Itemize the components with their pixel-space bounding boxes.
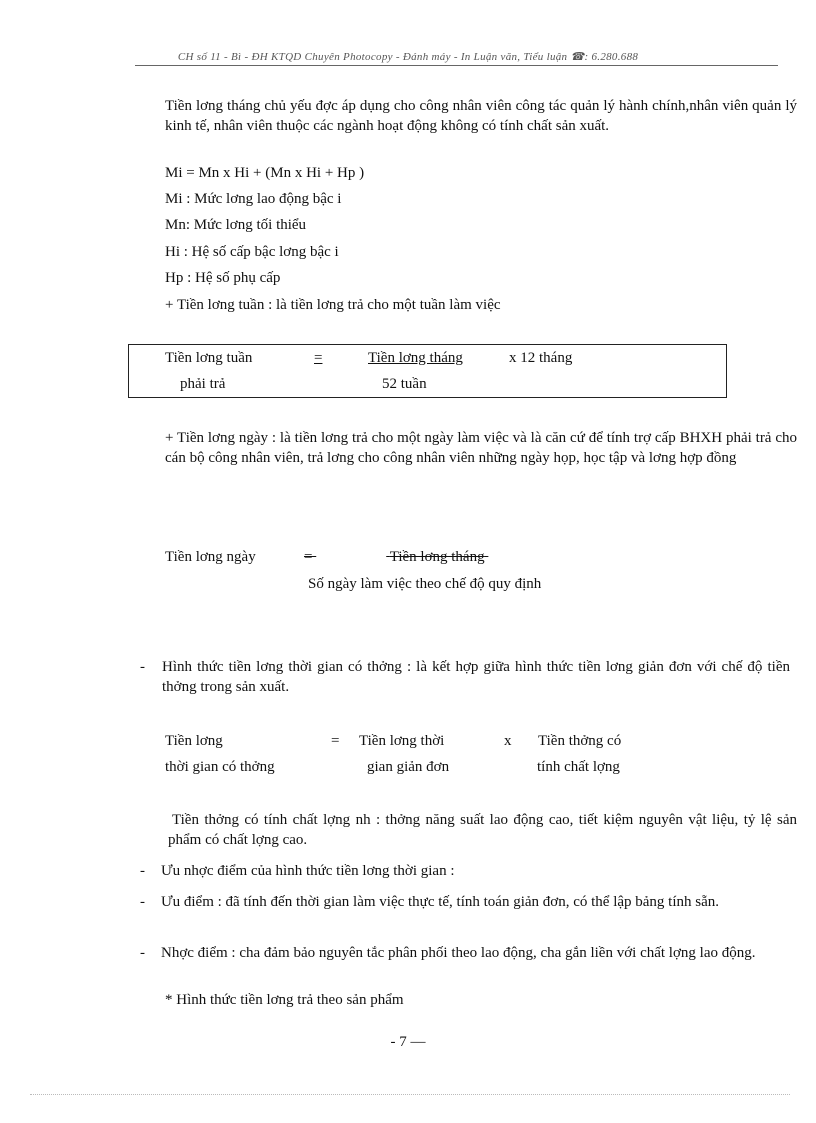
product-wage-heading: * Hình thức tiền lơng trả theo sản phẩm bbox=[165, 992, 404, 1008]
weekly-wage-intro: + Tiền lơng tuần : là tiền lơng trả cho một tuần làm việc bbox=[165, 297, 501, 313]
header-phone: : 6.280.688 bbox=[584, 51, 639, 63]
definition-hi: Hi : Hệ số cấp bậc lơng bậc i bbox=[165, 244, 339, 260]
intro-paragraph: Tiền lơng tháng chủ yếu đợc áp dụng cho công nhân viên công tác quản lý hành chính,nhân viên quản lý kinh tế, nhân viên thuộc các ngành hoạt động không có tính chất sản xuất. bbox=[165, 98, 797, 134]
phone-icon: ☎ bbox=[570, 51, 585, 63]
definition-mn: Mn: Mức lơng tối thiểu bbox=[165, 217, 307, 233]
header-text: CH số 11 - Bì - ĐH KTQD Chuyên Photocopy - Đánh máy - In Luận văn, Tiểu luận bbox=[177, 51, 568, 63]
page-header bbox=[0, 50, 816, 63]
bonus-formula-mid-top: Tiền lơng thời bbox=[359, 733, 445, 749]
daily-wage-paragraph: + Tiền lơng ngày : là tiền lơng trả cho một ngày làm việc và là căn cứ để tính trợ cấp BHXH phải trả cho cán bộ công nhân viên, trả lơng cho công nhân viên những ngày họp, học tập và lơng hợp đồng bbox=[165, 430, 797, 466]
daily-numerator: Tiền lơng tháng bbox=[389, 549, 485, 565]
definition-hp: Hp : Hệ số phụ cấp bbox=[165, 270, 281, 286]
daily-fraction-top bbox=[304, 547, 562, 567]
bonus-formula-mid-bottom: gian giản đơn bbox=[367, 759, 450, 775]
weekly-equals: = bbox=[314, 350, 323, 366]
disadvantages-item: Nhợc điểm : cha đảm bảo nguyên tắc phân phối theo lao động, cha gắn liền với chất lợng lao động. bbox=[161, 945, 756, 961]
bonus-formula-left-top: Tiền lơng bbox=[165, 733, 223, 749]
bonus-explanation: Tiền thởng có tính chất lợng nh : thởng năng suất lao động cao, tiết kiệm nguyên vật liệu, tỷ lệ sản phẩm có chất lợng cao. bbox=[168, 812, 797, 848]
bonus-dash: - bbox=[140, 659, 145, 675]
bonus-paragraph: Hình thức tiền lơng thời gian có thởng : là kết hợp giữa hình thức tiền lơng giản đơn với chế độ tiền thởng trong sản xuất. bbox=[162, 659, 790, 695]
advantages-item: Ưu điểm : đã tính đến thời gian làm việc thực tế, tính toán giản đơn, có thể lập bảng tính sẵn. bbox=[161, 894, 720, 910]
weekly-multiplier: x 12 tháng bbox=[509, 350, 573, 366]
eval-dash-3: - bbox=[140, 945, 145, 961]
daily-denominator: Số ngày làm việc theo chế độ quy định bbox=[308, 576, 542, 592]
eval-dash-2: - bbox=[140, 894, 145, 910]
eval-dash-1: - bbox=[140, 863, 145, 879]
daily-label: Tiền lơng ngày bbox=[165, 549, 256, 565]
weekly-left-bottom: phải trả bbox=[180, 376, 226, 392]
bonus-formula-right-top: Tiền thởng có bbox=[538, 733, 622, 749]
pros-cons-heading: Ưu nhợc điểm của hình thức tiền lơng thời gian : bbox=[161, 863, 455, 879]
bonus-formula-right-bottom: tính chất lợng bbox=[537, 759, 620, 775]
formula-mi: Mi = Mn x Hi + (Mn x Hi + Hp ) bbox=[165, 165, 365, 181]
daily-equals: = bbox=[304, 549, 313, 565]
page-number: - 7 — bbox=[390, 1034, 426, 1050]
bonus-formula-times: x bbox=[504, 733, 512, 749]
definition-mi: Mi : Mức lơng lao động bậc i bbox=[165, 191, 342, 207]
bonus-formula-equals: = bbox=[331, 733, 340, 749]
footer-rule bbox=[30, 1094, 790, 1095]
header-rule bbox=[135, 65, 778, 66]
bonus-formula-left-bottom: thời gian có thởng bbox=[165, 759, 275, 775]
weekly-numerator: Tiền lơng tháng bbox=[368, 350, 463, 366]
weekly-denominator: 52 tuần bbox=[382, 376, 427, 392]
weekly-left-top: Tiền lơng tuần bbox=[165, 350, 253, 366]
